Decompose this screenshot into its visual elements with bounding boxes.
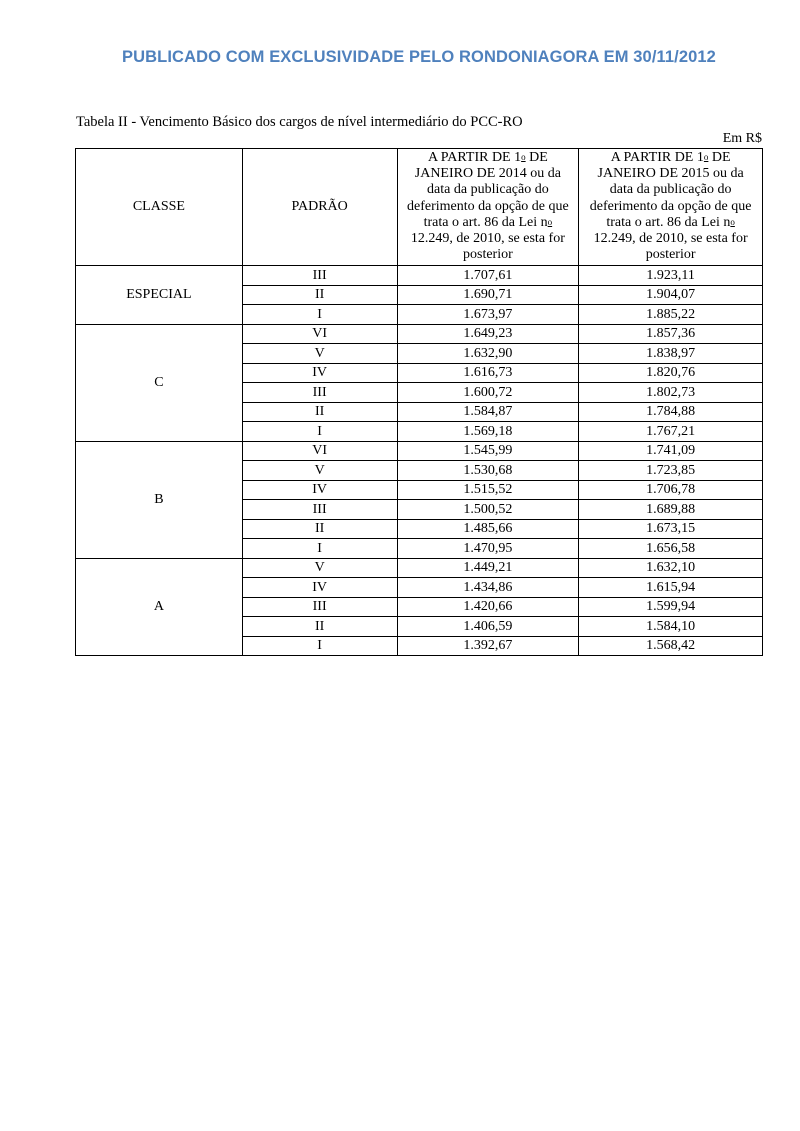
table-row <box>76 324 763 344</box>
value-2014-cell: 1.515,52 <box>397 480 579 500</box>
value-2015-cell: 1.904,07 <box>579 285 763 305</box>
value-2014-cell: 1.449,21 <box>397 558 579 578</box>
value-2014-cell: 1.530,68 <box>397 461 579 481</box>
classe-cell: B <box>76 441 243 558</box>
classe-cell: ESPECIAL <box>76 266 243 325</box>
value-2015-cell: 1.723,85 <box>579 461 763 481</box>
value-2014-cell: 1.485,66 <box>397 519 579 539</box>
value-2015-cell: 1.584,10 <box>579 617 763 637</box>
padrao-cell: VI <box>242 324 397 344</box>
padrao-cell: VI <box>242 441 397 461</box>
value-2015-cell: 1.656,58 <box>579 539 763 559</box>
salary-table <box>75 148 763 656</box>
value-2015-cell: 1.784,88 <box>579 402 763 422</box>
value-2015-cell: 1.689,88 <box>579 500 763 520</box>
padrao-cell: II <box>242 285 397 305</box>
value-2015-cell: 1.599,94 <box>579 597 763 617</box>
table-row <box>76 266 763 286</box>
padrao-cell: I <box>242 636 397 656</box>
padrao-cell: IV <box>242 363 397 383</box>
value-2015-cell: 1.706,78 <box>579 480 763 500</box>
column-header-classe: CLASSE <box>76 149 243 266</box>
value-2014-cell: 1.707,61 <box>397 266 579 286</box>
value-2014-cell: 1.673,97 <box>397 305 579 325</box>
value-2014-cell: 1.632,90 <box>397 344 579 364</box>
value-2015-cell: 1.820,76 <box>579 363 763 383</box>
value-2015-cell: 1.673,15 <box>579 519 763 539</box>
table-header-row <box>76 149 763 266</box>
value-2014-cell: 1.500,52 <box>397 500 579 520</box>
value-2015-cell: 1.923,11 <box>579 266 763 286</box>
value-2014-cell: 1.392,67 <box>397 636 579 656</box>
padrao-cell: III <box>242 597 397 617</box>
value-2015-cell: 1.767,21 <box>579 422 763 442</box>
padrao-cell: II <box>242 617 397 637</box>
column-header-2015: A PARTIR DE 1$^o$ DE JANEIRO DE 2015 ou da data da publicação do deferimento da opção de que trata o art. 86 da Lei $n^o$ 12.249, de 2010, se esta for posterior <box>579 149 763 266</box>
padrao-cell: II <box>242 519 397 539</box>
value-2015-cell: 1.615,94 <box>579 578 763 598</box>
padrao-cell: V <box>242 461 397 481</box>
table-caption: Tabela II - Vencimento Básico dos cargos de nível intermediário do PCC-RO <box>76 114 523 130</box>
value-2015-cell: 1.857,36 <box>579 324 763 344</box>
table-body <box>76 266 763 656</box>
currency-unit: Em R$ <box>722 131 762 146</box>
padrao-cell: IV <box>242 578 397 598</box>
padrao-cell: II <box>242 402 397 422</box>
padrao-cell: I <box>242 305 397 325</box>
value-2014-cell: 1.434,86 <box>397 578 579 598</box>
classe-cell: C <box>76 324 243 441</box>
value-2014-cell: 1.649,23 <box>397 324 579 344</box>
padrao-cell: III <box>242 500 397 520</box>
value-2015-cell: 1.568,42 <box>579 636 763 656</box>
value-2014-cell: 1.690,71 <box>397 285 579 305</box>
page-header: PUBLICADO COM EXCLUSIVIDADE PELO RONDONIAGORA EM 30/11/2012 <box>122 48 716 66</box>
value-2014-cell: 1.420,66 <box>397 597 579 617</box>
table-row <box>76 441 763 461</box>
value-2015-cell: 1.802,73 <box>579 383 763 403</box>
padrao-cell: III <box>242 383 397 403</box>
padrao-cell: IV <box>242 480 397 500</box>
padrao-cell: I <box>242 422 397 442</box>
value-2015-cell: 1.632,10 <box>579 558 763 578</box>
value-2014-cell: 1.406,59 <box>397 617 579 637</box>
padrao-cell: I <box>242 539 397 559</box>
value-2014-cell: 1.616,73 <box>397 363 579 383</box>
padrao-cell: III <box>242 266 397 286</box>
column-header-2014: A PARTIR DE 1$^o$ DE JANEIRO DE 2014 ou da data da publicação do deferimento da opção de que trata o art. 86 da Lei $n^o$ 12.249, de 2010, se esta for posterior <box>397 149 579 266</box>
table-row <box>76 558 763 578</box>
value-2014-cell: 1.600,72 <box>397 383 579 403</box>
value-2014-cell: 1.584,87 <box>397 402 579 422</box>
value-2015-cell: 1.885,22 <box>579 305 763 325</box>
value-2015-cell: 1.741,09 <box>579 441 763 461</box>
value-2014-cell: 1.569,18 <box>397 422 579 442</box>
column-header-padrao: PADRÃO <box>242 149 397 266</box>
value-2014-cell: 1.470,95 <box>397 539 579 559</box>
classe-cell: A <box>76 558 243 656</box>
padrao-cell: V <box>242 558 397 578</box>
padrao-cell: V <box>242 344 397 364</box>
value-2014-cell: 1.545,99 <box>397 441 579 461</box>
value-2015-cell: 1.838,97 <box>579 344 763 364</box>
